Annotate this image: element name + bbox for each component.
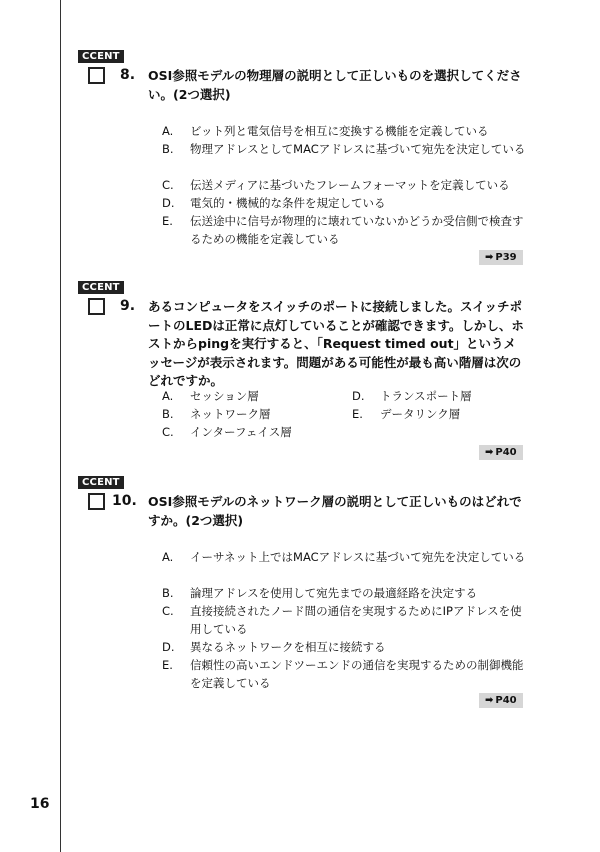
- question-number: 9.: [120, 298, 136, 314]
- ccent-tag: CCENT: [78, 50, 124, 63]
- page-number: 16: [30, 796, 50, 812]
- margin-rule: [60, 0, 61, 852]
- arrow-right-icon: ➡: [485, 695, 494, 706]
- answer-checkbox[interactable]: [88, 493, 105, 510]
- question-text: OSI参照モデルのネットワーク層の説明として正しいものはどれですか。(2つ選択): [148, 494, 522, 528]
- question-text: OSI参照モデルの物理層の説明として正しいものを選択してください。(2つ選択): [148, 68, 522, 102]
- question-number: 10.: [112, 493, 137, 509]
- page-reference: ➡ P40: [479, 445, 523, 460]
- arrow-right-icon: ➡: [485, 252, 494, 263]
- answer-checkbox[interactable]: [88, 298, 105, 315]
- arrow-right-icon: ➡: [485, 447, 494, 458]
- page-reference: ➡ P39: [479, 250, 523, 265]
- page-reference: ➡ P40: [479, 693, 523, 708]
- question-text: あるコンピュータをスイッチのポートに接続しました。スイッチポートのLEDは正常に点灯していることが確認できます。しかし、ホストからpingを実行すると、「Request timed out」というメッセージが表示されます。問題がある可能性が最も高い階層は次のどれですか。: [148, 299, 524, 388]
- answer-checkbox[interactable]: [88, 67, 105, 84]
- ccent-tag: CCENT: [78, 281, 124, 294]
- question-number: 8.: [120, 67, 136, 83]
- ccent-tag: CCENT: [78, 476, 124, 489]
